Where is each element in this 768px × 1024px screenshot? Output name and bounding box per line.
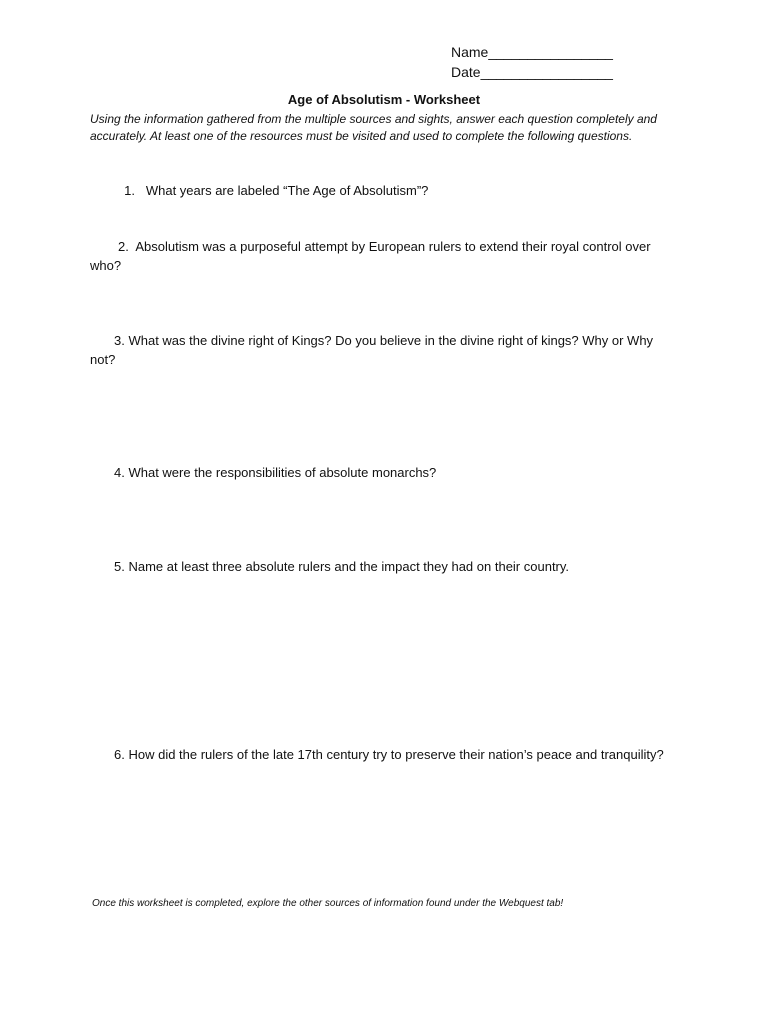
footer-note: Once this worksheet is completed, explore the other sources of information found under the Webquest tab! bbox=[92, 898, 564, 909]
question-6-text: How did the rulers of the late 17th century try to preserve their nation’s peace and tranquility? bbox=[128, 747, 664, 762]
date-field-label: Date_________________ bbox=[451, 64, 613, 80]
question-6 bbox=[90, 745, 670, 764]
question-5-number: 5. bbox=[114, 559, 125, 574]
question-3-number: 3. bbox=[114, 333, 125, 348]
question-1-text: What years are labeled “The Age of Absolutism”? bbox=[145, 183, 429, 198]
question-5-text: Name at least three absolute rulers and the impact they had on their country. bbox=[128, 559, 570, 574]
question-3-text: What was the divine right of Kings? Do you believe in the divine right of kings? Why or Why not? bbox=[90, 333, 654, 367]
question-6-number: 6. bbox=[114, 747, 125, 762]
instructions-text: Using the information gathered from the multiple sources and sights, answer each question completely and accurately. At least one of the resources must be visited and used to complete the following questions. bbox=[90, 112, 657, 143]
question-2 bbox=[90, 237, 670, 275]
worksheet-title: Age of Absolutism - Worksheet bbox=[287, 92, 481, 107]
question-1-number: 1. bbox=[124, 183, 135, 198]
name-field-label: Name________________ bbox=[451, 44, 613, 60]
question-3 bbox=[90, 331, 670, 369]
question-1 bbox=[90, 181, 670, 200]
question-2-text: Absolutism was a purposeful attempt by European rulers to extend their royal control over who? bbox=[90, 239, 651, 273]
question-5 bbox=[90, 557, 670, 576]
question-4 bbox=[90, 463, 670, 482]
question-4-number: 4. bbox=[114, 465, 125, 480]
question-4-text: What were the responsibilities of absolute monarchs? bbox=[128, 465, 437, 480]
question-2-number: 2. bbox=[118, 239, 129, 254]
